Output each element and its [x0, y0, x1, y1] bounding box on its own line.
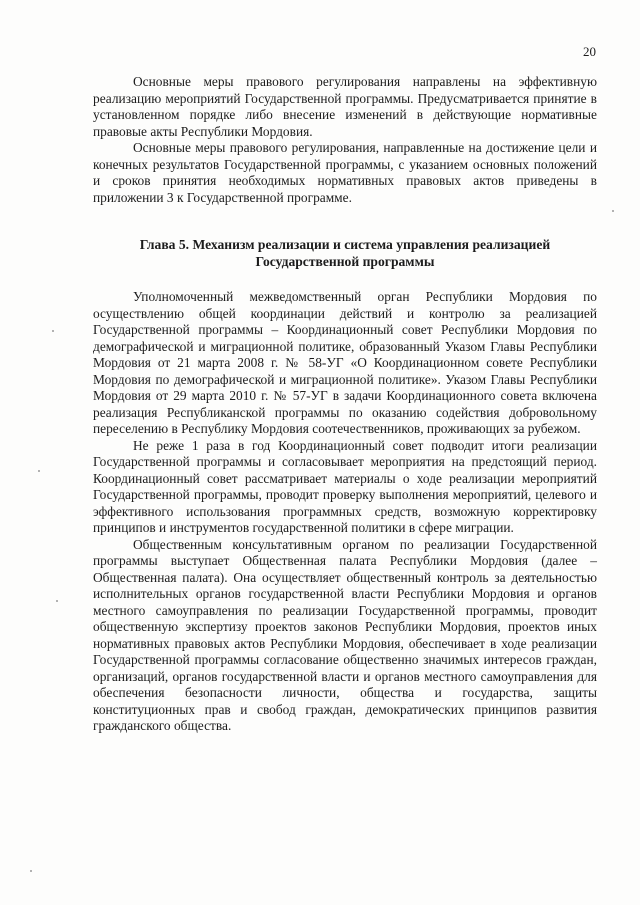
paragraph-coordination-council: Уполномоченный межведомственный орган Республики Мордовия по осуществлению общей координации действий и контролю за реализацией Государственной программы – Координационный совет Республики Мордовия по демографической и миграционной политике, образованный Указом Главы Республики Мордовия от 21 марта 2008 г. № 58-УГ «О Координационном совете Республики Мордовия по демографической и миграционной политике». Указом Главы Республики Мордовия от 29 марта 2010 г. № 57-УГ в задачи Координационного совета включена реализация Республиканской программы по оказанию содействия добровольному переселению в Республику Мордовия соотечественников, проживающих за рубежом.	[93, 289, 597, 436]
paragraph-annual-review: Не реже 1 раза в год Координационный совет подводит итоги реализации Государственной программы и согласовывает мероприятия на предстоящий период. Координационный совет рассматривает материалы о ходе реализации мероприятий Государственной программы, проводит проверку выполнения мероприятий, целевого и эффективного использования программных средств, возможную корректировку принципов и инструментов государственной политики в сфере миграции.	[93, 437, 597, 535]
paragraph-public-chamber: Общественным консультативным органом по реализации Государственной программы выступает Общественная палата Республики Мордовия (далее – Общественная палата). Она осуществляет общественный контроль за деятельностью исполнительных органов государственной власти Республики Мордовия и органов местного самоуправления по реализации Государственной программы, проводит общественную экспертизу проектов законов Республики Мордовия, проектов иных нормативных правовых актов Республики Мордовия, обеспечивает в ходе реализации Государственной программы согласование общественно значимых интересов граждан, организаций, органов государственной власти и органов местного самоуправления для обеспечения безопасности личности, общества и государства, защиты конституционных прав и свобод граждан, демократических принципов развития гражданского общества.	[93, 536, 597, 733]
scan-speck	[38, 470, 40, 472]
scan-speck	[30, 870, 32, 872]
section-title-line-2: Государственной программы	[255, 253, 435, 269]
section-title-line-1: Глава 5. Механизм реализации и система управления реализацией	[139, 237, 551, 252]
section-title	[93, 237, 597, 270]
scan-speck	[52, 330, 54, 332]
section-gap	[93, 206, 597, 222]
page-number: 20	[583, 44, 596, 59]
scan-speck	[612, 210, 614, 212]
scan-speck	[56, 600, 58, 602]
paragraph-legal-measures: Основные меры правового регулирования направлены на эффективную реализацию мероприятий Государственной программы. Предусматривается принятие в установленном порядке либо внесение изменений в действующие нормативные правовые акты Республики Мордовия.	[93, 74, 597, 139]
paragraph-legal-measures-appendix: Основные меры правового регулирования, направленные на достижение цели и конечных результатов Государственной программы, с указанием основных положений и сроков принятия необходимых нормативных правовых актов приведены в приложении 3 к Государственной программе.	[93, 140, 597, 205]
page-content	[93, 74, 597, 735]
